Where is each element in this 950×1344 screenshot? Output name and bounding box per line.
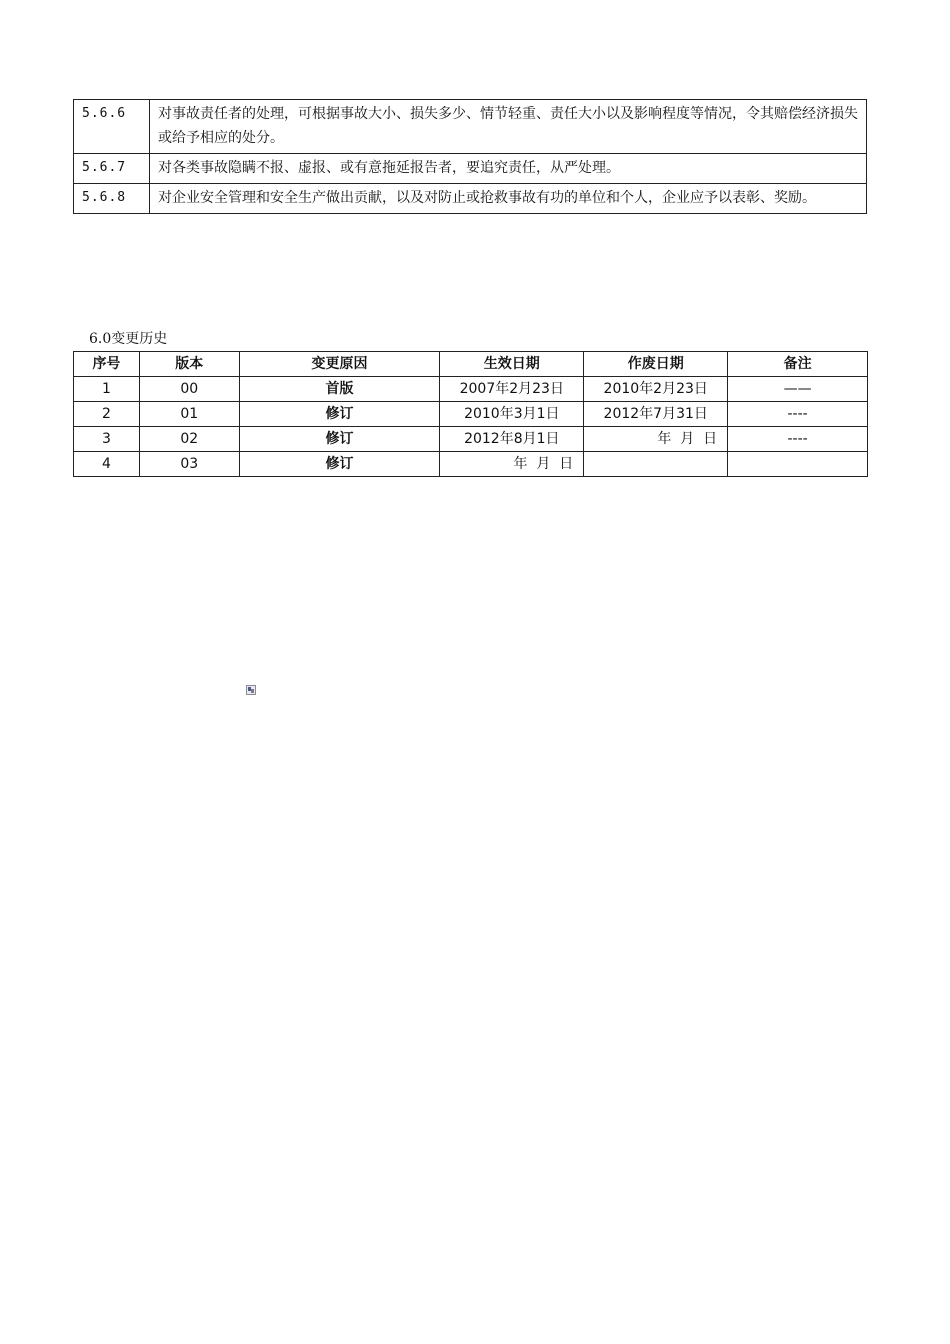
- cell-remark: ----: [728, 402, 868, 427]
- clause-text: 对企业安全管理和安全生产做出贡献，以及对防止或抢救事故有功的单位和个人，企业应予以表彰、奖励。: [150, 184, 867, 214]
- cell-effective-date: 2007年2月23日: [440, 377, 584, 402]
- cell-reason: 修订: [239, 402, 440, 427]
- clause-number: 5.6.7: [74, 154, 150, 184]
- table-row: [74, 154, 867, 184]
- cell-version: 01: [139, 402, 239, 427]
- cell-effective-date: 2012年8月1日: [440, 427, 584, 452]
- cell-void-date: 2010年2月23日: [584, 377, 728, 402]
- change-history-table: [73, 351, 868, 477]
- cell-remark: ----: [728, 427, 868, 452]
- table-row: [74, 377, 868, 402]
- cell-reason: 首版: [239, 377, 440, 402]
- column-header-version: 版本: [139, 352, 239, 377]
- cell-reason: 修订: [239, 427, 440, 452]
- cell-effective-date: 2010年3月1日: [440, 402, 584, 427]
- table-row: [74, 184, 867, 214]
- cell-version: 03: [139, 452, 239, 477]
- cell-seq: 1: [74, 377, 140, 402]
- cell-remark: [728, 452, 868, 477]
- section-title: 6.0变更历史: [89, 331, 168, 347]
- cell-void-date: [584, 452, 728, 477]
- table-row: [74, 100, 867, 154]
- column-header-remark: 备注: [728, 352, 868, 377]
- column-header-seq: 序号: [74, 352, 140, 377]
- table-header-row: [74, 352, 868, 377]
- column-header-effective-date: 生效日期: [440, 352, 584, 377]
- cell-seq: 2: [74, 402, 140, 427]
- embedded-image-icon: [246, 685, 256, 695]
- cell-void-date: 2012年7月31日: [584, 402, 728, 427]
- cell-void-date: 年 月 日: [584, 427, 728, 452]
- clauses-table: [73, 99, 867, 214]
- column-header-reason: 变更原因: [239, 352, 440, 377]
- clause-number: 5.6.6: [74, 100, 150, 154]
- clause-text: 对各类事故隐瞒不报、虚报、或有意拖延报告者，要追究责任，从严处理。: [150, 154, 867, 184]
- table-row: [74, 427, 868, 452]
- cell-version: 00: [139, 377, 239, 402]
- table-row: [74, 402, 868, 427]
- clause-number: 5.6.8: [74, 184, 150, 214]
- cell-reason: 修订: [239, 452, 440, 477]
- clause-text: 对事故责任者的处理，可根据事故大小、损失多少、情节轻重、责任大小以及影响程度等情况，令其赔偿经济损失或给予相应的处分。: [150, 100, 867, 154]
- cell-remark: ——: [728, 377, 868, 402]
- table-row: [74, 452, 868, 477]
- cell-seq: 4: [74, 452, 140, 477]
- cell-seq: 3: [74, 427, 140, 452]
- cell-version: 02: [139, 427, 239, 452]
- cell-effective-date: 年 月 日: [440, 452, 584, 477]
- column-header-void-date: 作废日期: [584, 352, 728, 377]
